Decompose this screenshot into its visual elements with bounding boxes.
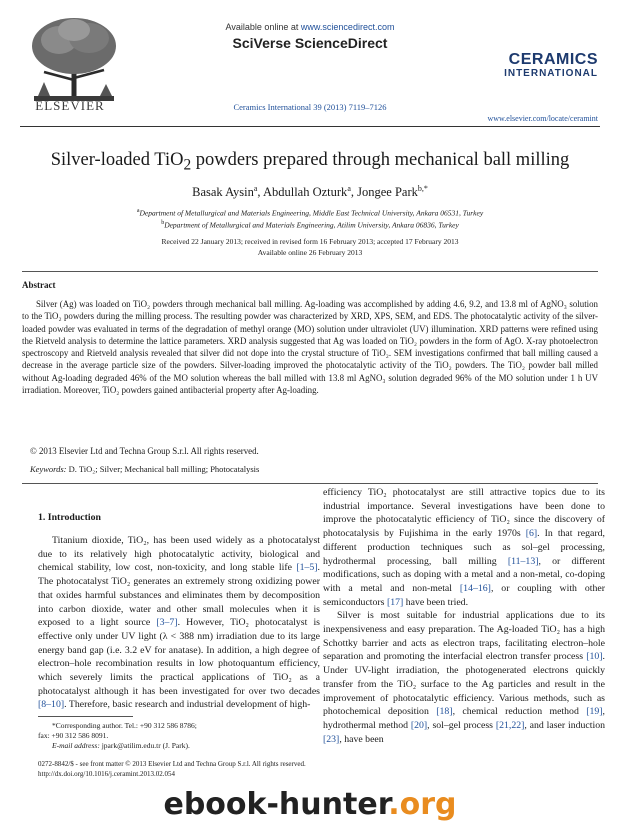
- text-run: , or different modifications, such as doping with a metal and a non-metal, co-doping with a metal and non-metal: [323, 555, 605, 594]
- text-run: . The photocatalyst TiO₂ generates an extremely strong oxidizing power that oxides harmful substances and eliminates them by decomposition into carbon dioxide, water and other small molecules when it is exposed to a light source: [38, 562, 320, 629]
- article-dates: [0, 237, 620, 259]
- citation-link[interactable]: [11–13]: [507, 555, 539, 567]
- citation-link[interactable]: [20]: [410, 719, 428, 731]
- citation-link[interactable]: [19]: [586, 706, 603, 718]
- author[interactable]: Basak Aysin: [192, 185, 254, 200]
- header-divider: [20, 126, 600, 127]
- footnote-rule: [38, 716, 133, 717]
- journal-url-link[interactable]: www.elsevier.com/locate/ceramint: [487, 114, 598, 123]
- received-dates: Received 22 January 2013; received in revised form 16 February 2013; accepted 17 February 2013: [161, 237, 459, 246]
- text-run: , have been: [339, 733, 384, 745]
- abstract-copyright: © 2013 Elsevier Ltd and Techna Group S.r.l. All rights reserved.: [30, 446, 259, 456]
- abstract-top-rule: [22, 271, 598, 272]
- text-run: , hydrothermal method: [323, 706, 605, 731]
- front-matter: [38, 760, 598, 779]
- text-run: Silver is most suitable for industrial applications due to its inexpensiveness and easy preparation. The Ag-loaded TiO₂ has a high Schottky barrier and acts as electron traps, facilitating electron–hole separation and promoting the interfacial electron transfer process: [323, 610, 605, 663]
- citation-link[interactable]: [18]: [436, 706, 453, 718]
- author-list: Basak Aysin$^a$, Abdullah Ozturk$^a$, Jongee Park$^{b,*}$: [192, 184, 428, 200]
- body-column-right: [323, 486, 605, 746]
- available-online: Available online at www.sciencedirect.com: [225, 22, 395, 32]
- affiliations: [0, 207, 620, 230]
- text-run: . Under UV-light irradiation, the photogenerated electrons quickly transfer from the TiO₂ surface to the Ag particles and result in the improvement of photocatalytic efficiency. Various methods, such as photochemical deposition: [323, 651, 605, 718]
- publisher-name: ELSEVIER: [35, 98, 105, 113]
- text-run: have been tried.: [403, 596, 469, 608]
- text-run: . However, TiO₂ photocatalyst is effective only under UV light (λ < 388 nm) irradiation due to its large energy band gap (i.e. 3.2 eV for anatase). In addition, a high degree of electron–hole recombination results in low photoquantum efficiency, which severely limits the practical applications of TiO₂ as a photocatalyst although it has been investigated for over two decades: [38, 617, 320, 697]
- citation-link[interactable]: [23]: [323, 733, 340, 745]
- abstract-heading: Abstract: [22, 280, 56, 290]
- author[interactable]: Abdullah Ozturk: [262, 185, 348, 200]
- citation-link[interactable]: [8–10]: [38, 699, 65, 711]
- affiliation: $^b$Department of Metallurgical and Materials Engineering, Atilim University, Ankara 06836, Turkey: [161, 219, 459, 230]
- paragraph: [38, 534, 320, 712]
- citation-link[interactable]: [14–16]: [459, 582, 491, 594]
- text-run: efficiency TiO₂ photocatalyst are still attractive topics due to its industrial importance. Several investigations have been done to improve the photocatalytic efficiency of TiO₂ since the discovery of photocatalysis by Fujishima in the early 1970s: [323, 487, 605, 540]
- author[interactable]: Jongee Park: [357, 185, 418, 200]
- abstract-bottom-rule: [22, 483, 598, 484]
- text-run: Titanium dioxide, TiO₂, has been used widely as a photocatalyst due to its relatively high photocatalytic activity, biological and chemical stability, low cost, non-toxicity, and long stable life: [38, 535, 320, 574]
- corresponding-author-footnote: *Corresponding author. Tel.: +90 312 586 8786; fax: +90 312 586 8091. E-mail address: jpark@atilim.edu.tr (J. Park).: [38, 721, 197, 750]
- citation-link[interactable]: [17]: [386, 596, 404, 608]
- email-link[interactable]: jpark@atilim.edu.tr (J. Park).: [99, 741, 190, 750]
- citation-link[interactable]: [21,22]: [495, 719, 525, 731]
- abstract-text: Silver (Ag) was loaded on TiO₂ powders through mechanical ball milling. Ag-loading was accomplished by adding 4.6, 9.2, and 13.8 ml of AgNO₃ solution to the TiO₂ powders during the milling process. The resulting powder was characterized by XRD, XPS, SEM, and EDS. The photocatalytic activity of the silver-loaded powder was evaluated in terms of the degradation of methyl orange (MO) solution under ultraviolet (UV) illumination. XRD patterns were refined using the Rietveld analysis to determine the lattice parameters. XRD analysis suggested that Ag was loaded on TiO₂ powders in the form of AgO. X-ray photoelectron spectroscopy and Rietveld analysis revealed that silver did not dope into the crystal structure of TiO₂. SEM investigations confirmed that ball milling caused a decrease in the average particle size of the powders. Silver-loading improved the photocatalytic activity of the TiO₂ powders. The TiO₂ powder ball milled without Ag-loading degraded 46% of the MO solution whereas the ball milled with 13.8 ml AgNO₃ solution degraded 96% of the MO solution under 1 h UV irradiation. Moreover, TiO₂ powders gained antibacterial property after Ag-loading.: [22, 299, 598, 396]
- journal-name-line2: INTERNATIONAL: [504, 67, 598, 79]
- text-run: . In that regard, different production techniques such as sol–gel processing, hydrothermal processing, ball milling: [323, 528, 605, 567]
- watermark: ebook-hunter.org: [163, 787, 457, 822]
- affiliation: $^a$Department of Metallurgical and Materials Engineering, Middle East Technical University, Ankara 06531, Turkey: [136, 208, 484, 218]
- journal-logo: [478, 52, 598, 79]
- text-run: , chemical reduction method: [452, 706, 587, 718]
- section-heading-introduction: 1. Introduction: [38, 512, 101, 523]
- text-run: , and laser induction: [524, 719, 605, 731]
- doi-link[interactable]: http://dx.doi.org/10.1016/j.ceramint.2013.02.054: [38, 769, 175, 778]
- article-title: Silver-loaded TiO$_2$ powders prepared through mechanical ball milling: [50, 150, 570, 174]
- paragraph: [323, 486, 605, 609]
- sciencedirect-link[interactable]: www.sciencedirect.com: [300, 22, 395, 32]
- body-column-left: [38, 534, 320, 712]
- citation-link[interactable]: [10]: [586, 651, 603, 663]
- text-run: , or coupling with other semiconductors: [323, 582, 605, 608]
- journal-name-line1: CERAMICS: [508, 51, 598, 68]
- available-online-date: Available online 26 February 2013: [257, 247, 363, 257]
- citation-link[interactable]: [3–7]: [156, 617, 178, 629]
- keywords: Keywords: D. TiO₂; Silver; Mechanical ball milling; Photocatalysis: [30, 464, 260, 474]
- journal-citation[interactable]: Ceramics International 39 (2013) 7119–7126: [233, 102, 387, 112]
- platform-name: SciVerse ScienceDirect: [232, 35, 388, 51]
- text-run: , sol–gel process: [427, 719, 496, 731]
- text-run: . Therefore, basic research and industrial development of high-: [64, 699, 311, 711]
- issn-line: 0272-8842/$ - see front matter © 2013 Elsevier Ltd and Techna Group S.r.l. All rights reserved.: [38, 760, 306, 768]
- paragraph: [323, 609, 605, 746]
- citation-link[interactable]: [6]: [525, 528, 538, 540]
- citation-link[interactable]: [1–5]: [296, 562, 318, 574]
